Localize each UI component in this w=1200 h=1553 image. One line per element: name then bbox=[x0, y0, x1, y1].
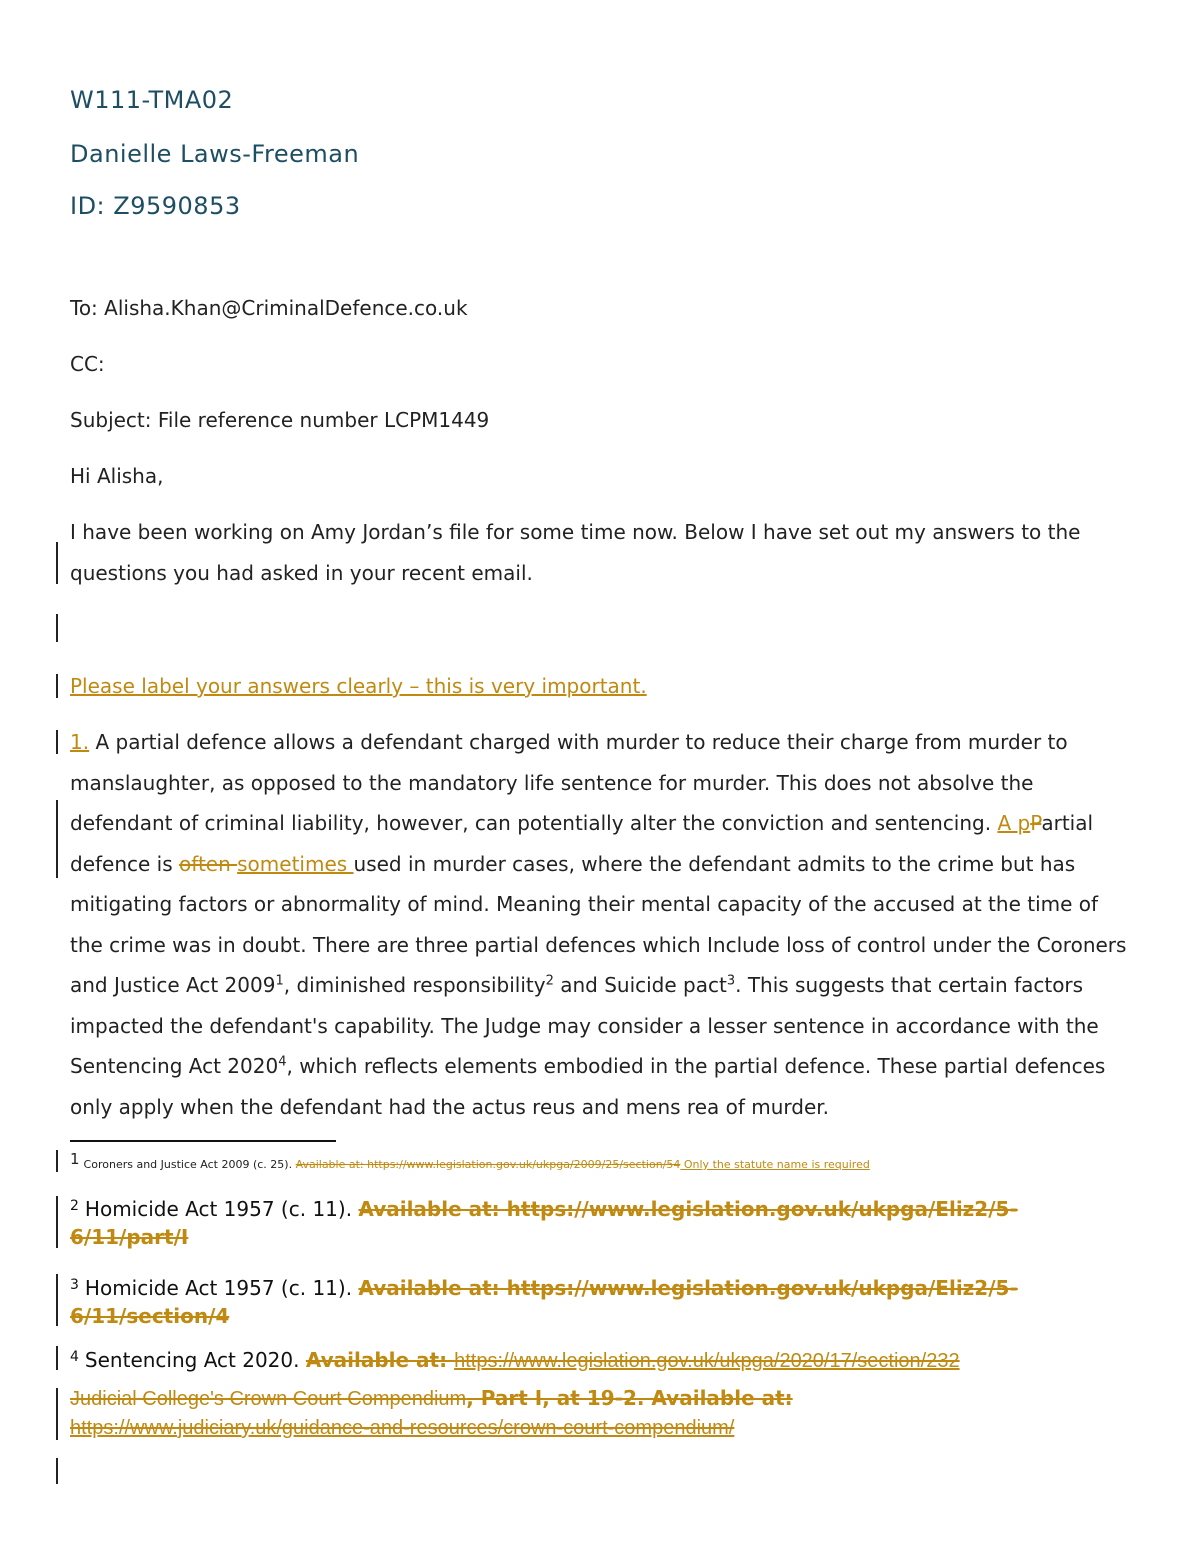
footnote-1: 1 Coroners and Justice Act 2009 (c. 25). Available at: https://www.legislation.gov.uk/ukpga/2009/25/section/54 Only the statute name is required bbox=[70, 1150, 870, 1171]
deleted-text: often bbox=[179, 851, 238, 876]
change-bar bbox=[56, 1388, 58, 1440]
answer-text: artial defence is bbox=[70, 811, 1094, 876]
change-bar bbox=[56, 1346, 58, 1370]
change-bar bbox=[56, 1274, 58, 1326]
deleted-text: Available at: bbox=[305, 1348, 455, 1372]
deleted-link[interactable]: https://www.judiciary.uk/guidance-and-resources/crown-court-compendium/ bbox=[70, 1417, 735, 1439]
change-bar bbox=[56, 1150, 58, 1172]
change-bar bbox=[56, 800, 58, 878]
change-bar bbox=[56, 1458, 58, 1484]
student-id: ID: Z9590853 bbox=[70, 192, 241, 220]
inserted-text: Please label your answers clearly – this is very important. bbox=[70, 674, 647, 698]
change-bar bbox=[56, 1196, 58, 1248]
deleted-text: Judicial College's Crown Court Compendium bbox=[70, 1388, 467, 1410]
answer-text: , which reflects elements embodied in the partial defence. These partial defences only apply when the defendant had the actus reus and mens rea of murder. bbox=[70, 1054, 1106, 1119]
footnote-3: $^3$ Homicide Act 1957 (c. 11). Available at: https://www.legislation.gov.uk/ukpga/Eliz2/5-6/11/section/4 bbox=[70, 1276, 1018, 1328]
change-bar bbox=[56, 730, 58, 754]
answer-label: 1. bbox=[70, 730, 90, 754]
footnote-4: $^4$ Sentencing Act 2020. Available at: https://www.legislation.gov.uk/ukpga/2020/17/section/232 bbox=[70, 1348, 960, 1372]
email-greeting: Hi Alisha, bbox=[70, 464, 164, 488]
change-bar bbox=[56, 614, 58, 642]
email-cc: CC: bbox=[70, 352, 105, 376]
answer-paragraph bbox=[70, 722, 1130, 1127]
answer-text: used in murder cases, where the defendant admits to the crime but has mitigating factors or abnormality of mind. Meaning their mental capacity of the accused at the time of the crime was in doubt. There are three partial defences which Include loss of control under the Coroners and Justice Act 2009 bbox=[70, 851, 1127, 997]
email-to: To: Alisha.Khan@CriminalDefence.co.uk bbox=[70, 296, 468, 320]
deleted-link[interactable]: https://www.legislation.gov.uk/ukpga/2020/17/section/232 bbox=[454, 1350, 960, 1372]
answer-text: , diminished responsibility bbox=[283, 973, 546, 997]
deleted-text: , Part I, at 19-2. Available at: bbox=[466, 1386, 793, 1410]
inserted-text: sometimes bbox=[237, 851, 354, 876]
module-code: W111-TMA02 bbox=[70, 86, 234, 114]
answer-text: and Suicide pact bbox=[553, 973, 727, 997]
footnote-ref[interactable]: 4 bbox=[278, 1054, 287, 1070]
answer-text: . This suggests that certain factors impacted the defendant's capability. The Judge may consider a lesser sentence in accordance with the Sentencing Act 2020 bbox=[70, 973, 1099, 1078]
student-name: Danielle Laws-Freeman bbox=[70, 140, 360, 168]
change-bar bbox=[56, 674, 58, 698]
deleted-text: P bbox=[1030, 811, 1042, 835]
email-intro: I have been working on Amy Jordan’s file for some time now. Below I have set out my answers to the questions you had asked in your recent email. bbox=[70, 520, 1081, 585]
answer-text: A partial defence allows a defendant charged with murder to reduce their charge from murder to manslaughter, as opposed to the mandatory life sentence for murder. This does not absolve the defendant of criminal liability, however, can potentially alter the conviction and sentencing. bbox=[70, 730, 1068, 835]
reviewer-comment: Only the statute name is required bbox=[680, 1158, 870, 1171]
inserted-text: A p bbox=[997, 811, 1031, 835]
footnote-separator bbox=[70, 1140, 336, 1142]
footnote-extra bbox=[70, 1384, 1130, 1442]
change-bar bbox=[56, 542, 58, 584]
deleted-text: Available at: https://www.legislation.gov.uk/ukpga/Eliz2/5-6/11/part/I bbox=[70, 1197, 1018, 1249]
footnote-ref[interactable]: 1 bbox=[275, 973, 284, 989]
footnote-ref[interactable]: 3 bbox=[726, 973, 736, 989]
footnote-2: $^2$ Homicide Act 1957 (c. 11). Available at: https://www.legislation.gov.uk/ukpga/Eliz2/5-6/11/part/I bbox=[70, 1197, 1018, 1249]
deleted-text: Available at: https://www.legislation.gov.uk/ukpga/2009/25/section/54 bbox=[295, 1158, 681, 1171]
email-subject: Subject: File reference number LCPM1449 bbox=[70, 408, 490, 432]
tracked-instruction bbox=[70, 674, 647, 698]
deleted-text: Available at: https://www.legislation.gov.uk/ukpga/Eliz2/5-6/11/section/4 bbox=[70, 1276, 1018, 1328]
footnote-ref[interactable]: 2 bbox=[545, 973, 554, 989]
